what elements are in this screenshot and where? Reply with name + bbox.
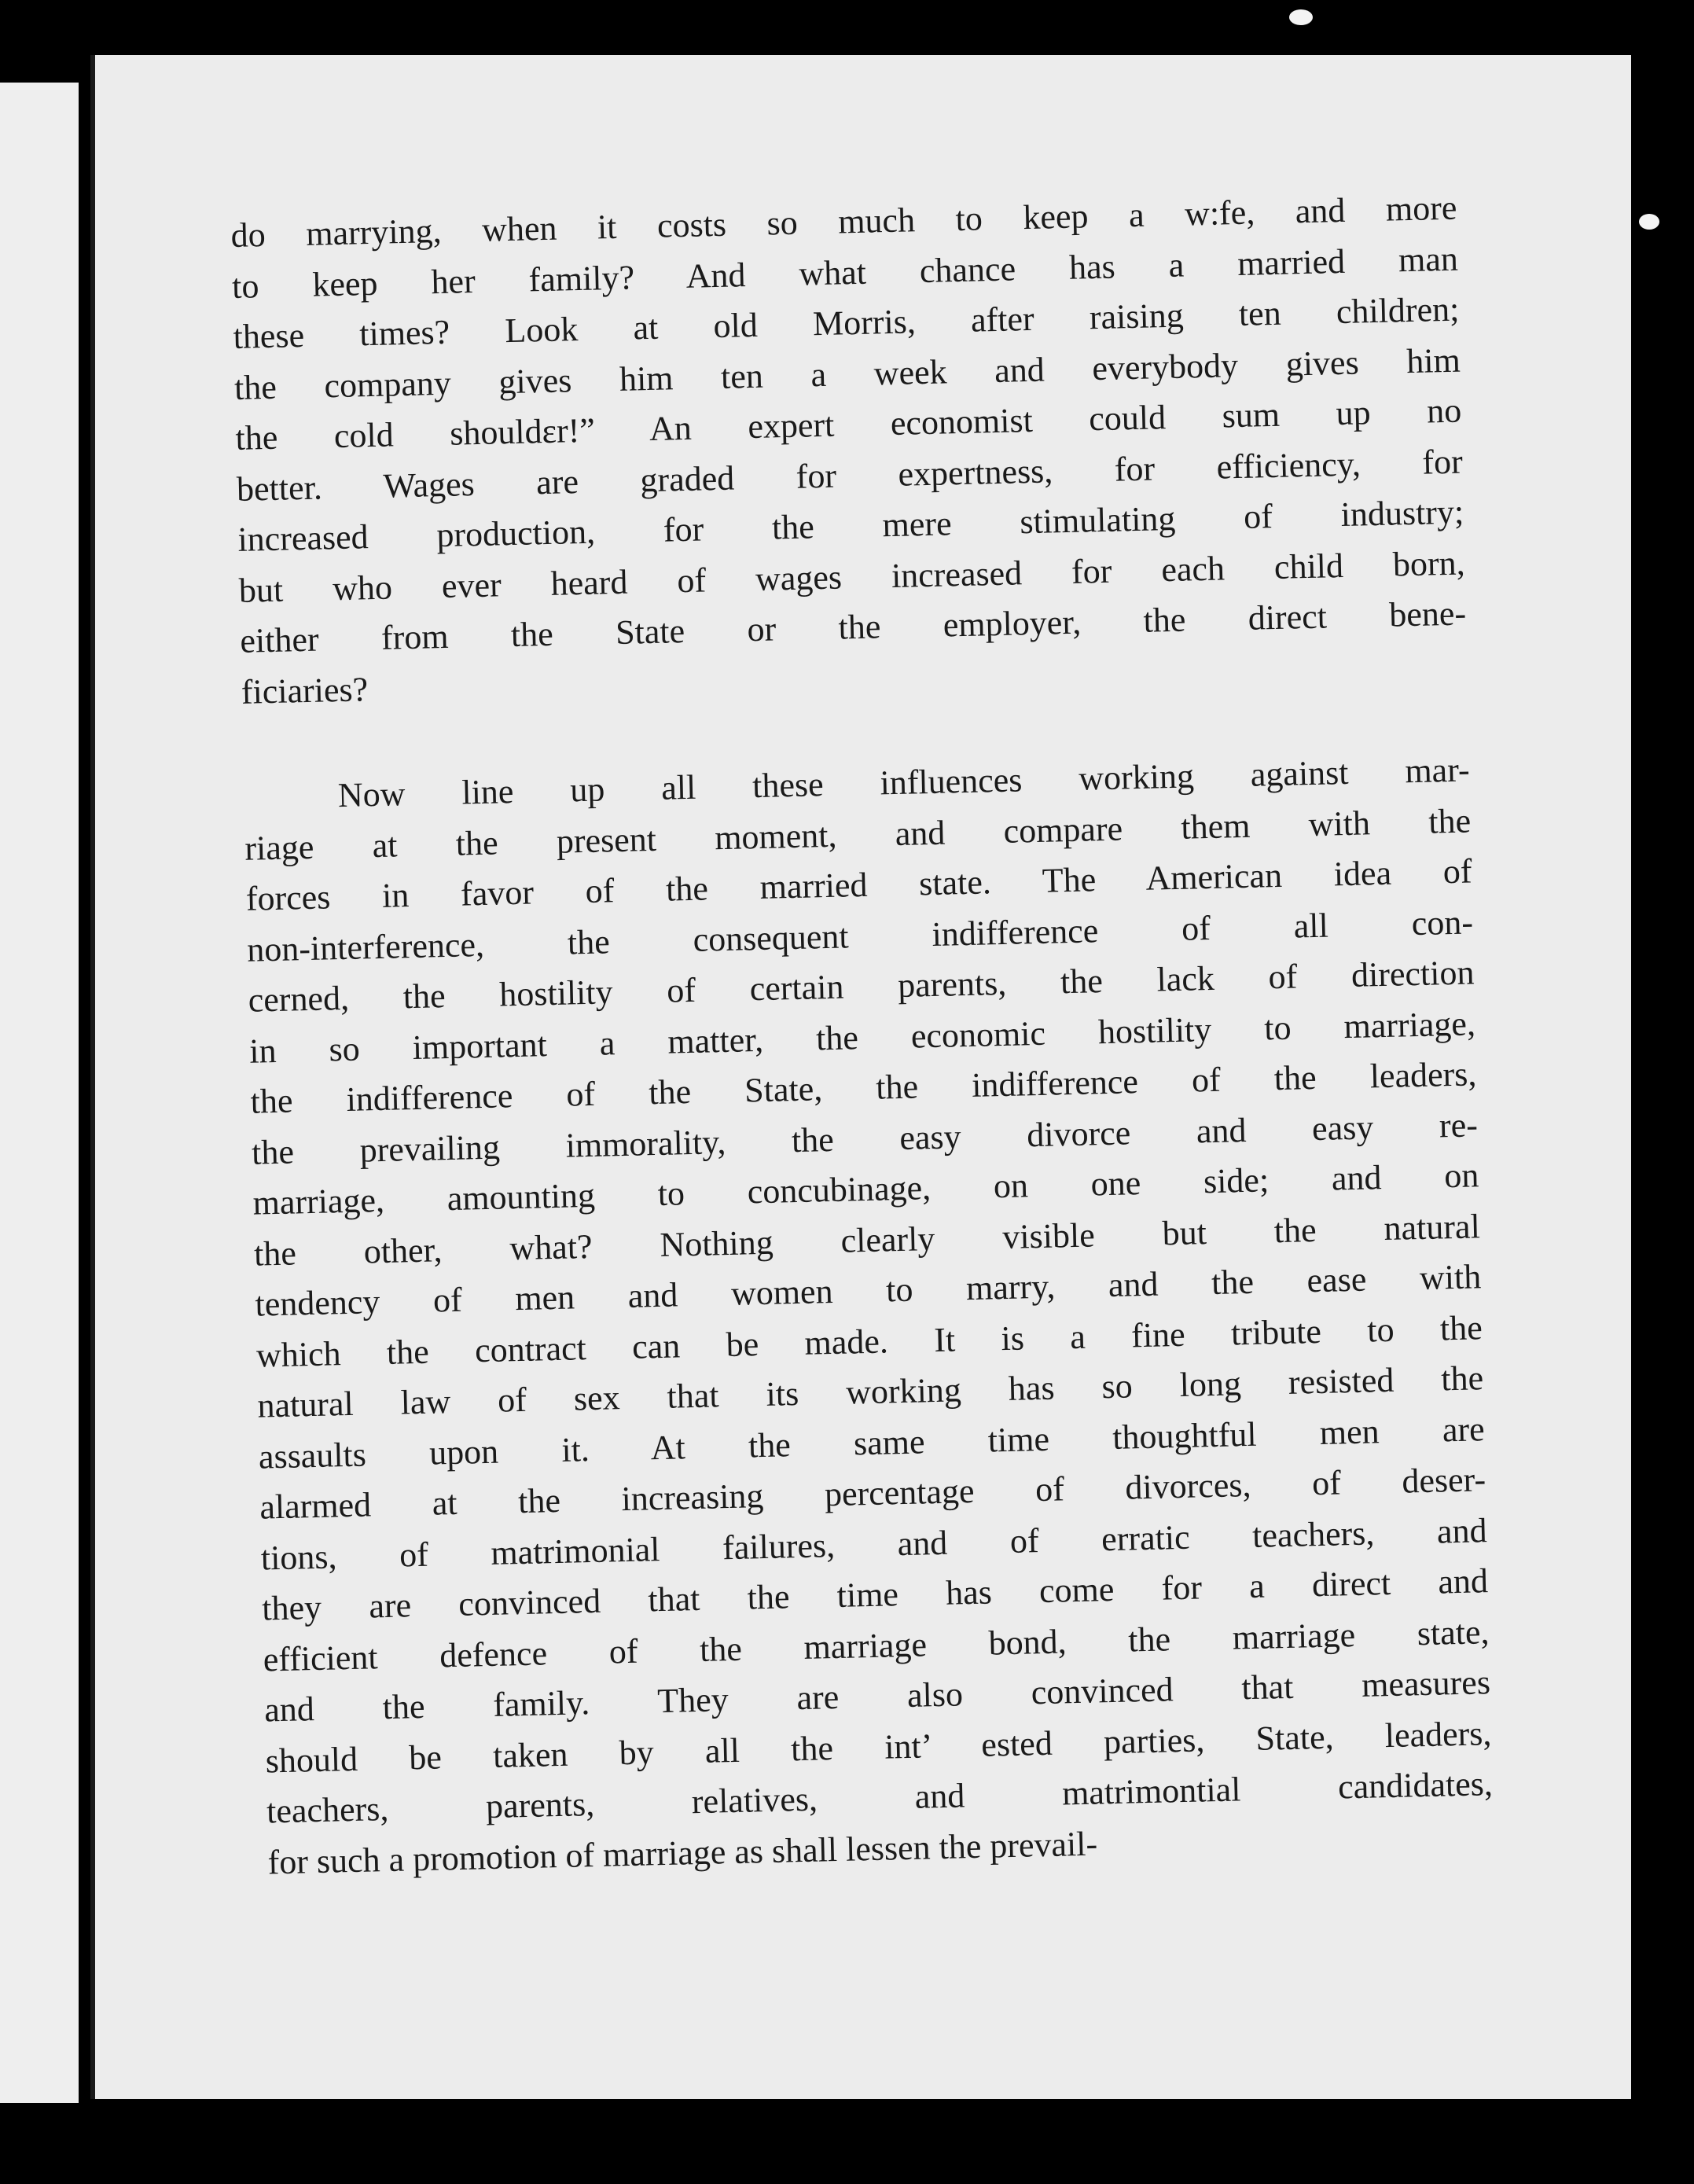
paragraph (230, 183, 1468, 718)
text-line: riage at the present moment, and compare them with the (244, 800, 1472, 868)
text-line: marriage, amounting to concubinage, on one side; and on (252, 1156, 1479, 1223)
text-line: to keep her family? And what chance has a married man (231, 239, 1459, 306)
text-line: the indifference of the State, the indifference of the leaders, (250, 1054, 1477, 1121)
text-line: tendency of men and women to marry, and the ease with (255, 1257, 1482, 1324)
text-line: they are convinced that the time has come for a direct and (261, 1561, 1489, 1628)
paragraph (243, 745, 1494, 1888)
text-line: tions, of matrimonial failures, and of erratic teachers, and (260, 1510, 1488, 1578)
text-line: efficient defence of the marriage bond, the marriage state, (263, 1612, 1490, 1679)
text-line: forces in favor of the married state. The American idea of (245, 851, 1473, 918)
text-line: teachers, parents, relatives, and matrimontial candidates, (266, 1764, 1494, 1831)
text-line: which the contract can be made. It is a fine tribute to the (255, 1307, 1483, 1375)
text-line: increased production, for the mere stimulating of industry; (237, 492, 1464, 559)
body-text (230, 183, 1494, 1888)
text-line: ficiaries? (241, 669, 369, 711)
text-line: Now line up all these influences working against mar- (337, 750, 1471, 815)
text-line: natural law of sex that its working has so long resisted the (256, 1359, 1484, 1425)
dust-speck (1639, 214, 1659, 230)
text-line: and the family. They are also convinced that measures (263, 1663, 1491, 1730)
dust-speck (1289, 9, 1313, 25)
text-line: the cold shouldɛr!” An expert economist could sum up no (235, 391, 1462, 458)
text-line: do marrying, when it costs so much to keep a w:fe, and more (230, 188, 1457, 255)
text-line: the company gives him ten a week and everybody gives him (233, 340, 1461, 407)
text-line: alarmed at the increasing percentage of divorces, of deser- (259, 1460, 1486, 1527)
text-line: assaults upon it. At the same time thoughtful men are (258, 1409, 1486, 1476)
text-line: in so important a matter, the economic hostility to marriage, (248, 1003, 1476, 1071)
text-line: cerned, the hostility of certain parents, the lack of direction (248, 953, 1475, 1020)
previous-page-edge (0, 83, 79, 2103)
text-line: either from the State or the employer, the direct bene- (239, 594, 1467, 660)
text-line: the prevailing immorality, the easy divorce and easy re- (251, 1105, 1479, 1172)
text-line: better. Wages are graded for expertness, for efficiency, for (236, 442, 1464, 509)
text-line: but who ever heard of wages increased for each child born, (238, 542, 1466, 610)
text-line: non-interference, the consequent indifference of all con- (246, 902, 1474, 969)
text-line: for such a promotion of marriage as shall lessen the prevail- (267, 1824, 1098, 1881)
text-line: the other, what? Nothing clearly visible but the natural (253, 1206, 1481, 1274)
text-line: these times? Look at old Morris, after raising ten children; (233, 289, 1460, 356)
text-line: should be taken by all the int’ ested parties, State, leaders, (265, 1713, 1492, 1780)
